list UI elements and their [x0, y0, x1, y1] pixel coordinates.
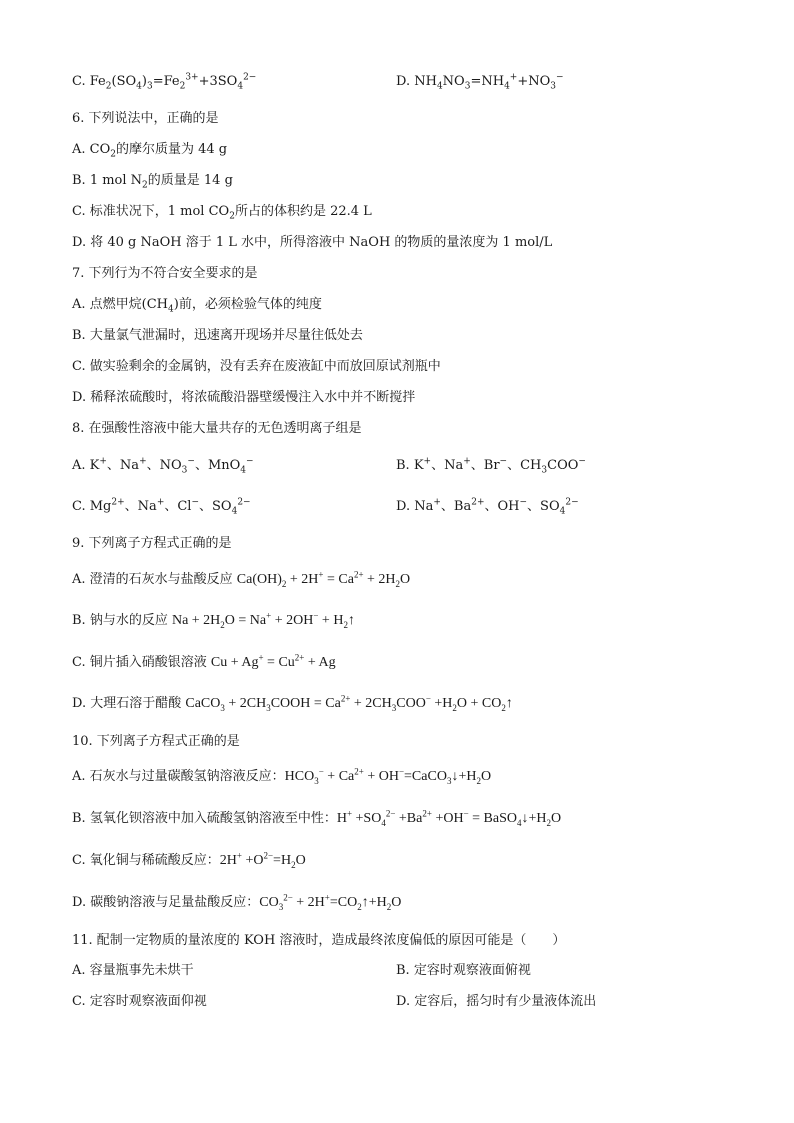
text-line: C. 氧化铜与稀硫酸反应：$2H^+ +O^{2-}=H_2O$	[72, 850, 306, 870]
text-line: D. 稀释浓硫酸时，将浓硫酸沿器壁缓慢注入水中并不断搅拌	[72, 390, 416, 405]
text-line: B. K+、Na+、Br−、$CH_3COO^-$	[396, 456, 586, 476]
text-line: A. 点燃甲烷$(CH_4)$前，必须检验气体的纯度	[72, 297, 322, 315]
text-line: A. 石灰水与过量碳酸氢钠溶液反应：$HCO_3^- + Ca^{2+}$ + $OH^-=CaCO_3↓+H_2O$	[72, 766, 492, 786]
text-line: C. $Fe_2(SO_4)_3=Fe_2^{3+}+3SO_4^{2-}$	[72, 72, 257, 92]
text-line: A. $CO_2$的摩尔质量为 44 g	[72, 142, 228, 160]
text-line: 10. 下列离子方程式正确的是	[72, 734, 240, 749]
text-line: D. 大理石溶于醋酸 CaCO$_3$ + $2CH_3COOH = Ca^{2+} + 2CH_3COO^- +H_2O$ + $CO_2↑$	[72, 693, 513, 713]
text-line: B. 氢氧化钡溶液中加入硫酸氢钠溶液至中性：$H^+ +SO_4^{2-} +Ba^{2+} +OH^-$ = $BaSO_4↓+H_2O$	[72, 808, 562, 828]
text-line: 7. 下列行为不符合安全要求的是	[72, 266, 258, 281]
text-line: C. 做实验剩余的金属钠，没有丢弃在废液缸中而放回原试剂瓶中	[72, 359, 441, 374]
text-line: D. Na+、$Ba^{2+}$、OH−、$SO_4^{2-}$	[396, 497, 579, 517]
text-line: 11. 配制一定物质的量浓度的 KOH 溶液时，造成最终浓度偏低的原因可能是（ ）	[72, 933, 566, 948]
text-line: B. 1 mol $N_2$的质量是 14 g	[72, 173, 233, 191]
text-line: 8. 在强酸性溶液中能大量共存的无色透明离子组是	[72, 421, 362, 436]
text-line: C. 标准状况下，1 mol $CO_2$所占的体积约是 22.4 L	[72, 204, 372, 222]
text-line: C. $Mg^{2+}$、Na+、Cl−、$SO_4^{2-}$	[72, 497, 251, 517]
text-line: A. K+、Na+、$NO_3^-$、MnO$_4$−	[72, 456, 254, 476]
text-line: D. $NH_4NO_3=NH_4^++NO_3^-$	[396, 72, 564, 92]
text-line: D. 碳酸钠溶液与足量盐酸反应：$CO_3^{2-}$ + $2H^+=CO_2↑+H_2O$	[72, 892, 402, 912]
text-line: B. 定容时观察液面俯视	[396, 963, 531, 978]
text-line: B. 钠与水的反应 $Na + 2H_2O = Na^+ + 2OH^-$ + $H_2↑$	[72, 610, 355, 630]
text-line: A. 澄清的石灰水与盐酸反应 $Ca(OH)_2 + 2H^+ = Ca^{2+} + 2H_2O$	[72, 569, 411, 589]
text-line: 6. 下列说法中，正确的是	[72, 111, 219, 126]
text-line: B. 大量氯气泄漏时，迅速离开现场并尽量往低处去	[72, 328, 363, 343]
text-line: D. 将 40 g NaOH 溶于 1 L 水中，所得溶液中 NaOH 的物质的量浓度为 1 mol/L	[72, 235, 553, 250]
text-line: C. 铜片插入硝酸银溶液 $Cu + Ag^+ = Cu^{2+} + Ag$	[72, 652, 336, 670]
text-line: A. 容量瓶事先未烘干	[72, 963, 194, 978]
text-line: C. 定容时观察液面仰视	[72, 994, 207, 1009]
text-line: 9. 下列离子方程式正确的是	[72, 536, 232, 551]
text-line: D. 定容后，摇匀时有少量液体流出	[396, 994, 597, 1009]
